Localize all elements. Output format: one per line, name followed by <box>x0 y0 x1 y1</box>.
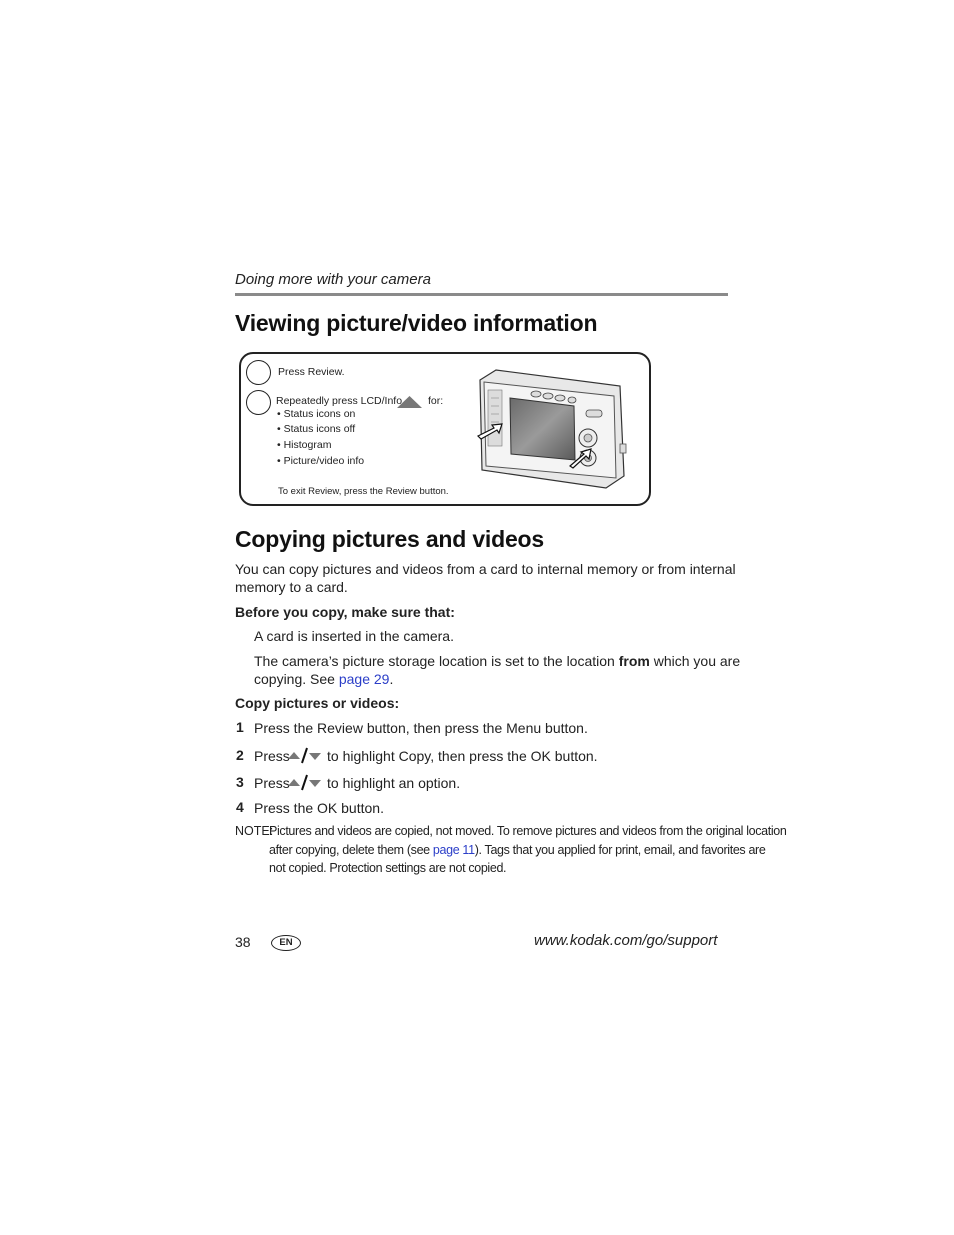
step-number: 2 <box>236 747 244 763</box>
camera-illustration <box>474 366 630 490</box>
note-line2: after copying, delete them (see page 11). Tags that you applied for print, email, and favorites are <box>269 843 766 857</box>
page-number: 38 <box>235 934 251 950</box>
step-number: 4 <box>236 799 244 815</box>
step-text: to highlight an option. <box>327 775 461 791</box>
requirement-2: The camera’s picture storage location is set to the location from which you are <box>254 653 741 669</box>
page-11-link[interactable]: page 11 <box>432 843 475 857</box>
callout-bullet: • Histogram <box>277 439 332 451</box>
section-title-viewing: Viewing picture/video information <box>235 310 598 336</box>
callout-step2-suffix: for: <box>428 395 444 407</box>
intro-line1: You can copy pictures and videos from a card to internal memory or from internal <box>235 561 736 577</box>
callout-bullet: • Picture/video info <box>277 455 365 467</box>
copy-heading: Copy pictures or videos: <box>235 695 400 711</box>
language-badge: EN <box>271 935 301 951</box>
note-line3: not copied. Protection settings are not copied. <box>269 861 507 875</box>
callout-step1: Press Review. <box>278 366 345 378</box>
step-text: Press the Review button, then press the Menu button. <box>254 720 588 736</box>
intro-line2: memory to a card. <box>235 579 348 595</box>
step-number: 3 <box>236 774 244 790</box>
step-press-label: Press <box>254 748 290 764</box>
lcd-info-up-icon <box>397 396 422 408</box>
step-marker-2 <box>246 390 271 415</box>
requirement-2-line2: copying. See page 29. <box>254 671 394 687</box>
step-press-label: Press <box>254 775 290 791</box>
section-title-copying: Copying pictures and videos <box>235 526 544 552</box>
header-rule <box>235 293 728 296</box>
callout-bullet: • Status icons off <box>277 423 356 435</box>
up-down-arrows-icon <box>288 774 322 792</box>
callout-exit-note: To exit Review, press the Review button. <box>278 486 449 497</box>
support-url[interactable]: www.kodak.com/go/support <box>534 932 718 949</box>
step-marker-1 <box>246 360 271 385</box>
requirement-1: A card is inserted in the camera. <box>254 628 454 644</box>
page-29-link[interactable]: page 29 <box>338 671 390 687</box>
note-label: NOTE: <box>235 824 274 838</box>
step-number: 1 <box>236 719 244 735</box>
callout-bullet: • Status icons on <box>277 408 356 420</box>
note-line1: Pictures and videos are copied, not moved. To remove pictures and videos from the original location <box>269 824 787 838</box>
step-text: Press the OK button. <box>254 800 384 816</box>
before-heading: Before you copy, make sure that: <box>235 604 455 620</box>
step-text: to highlight Copy, then press the OK button. <box>327 748 598 764</box>
up-down-arrows-icon <box>288 747 322 765</box>
callout-step2-prefix: Repeatedly press LCD/Info <box>276 395 403 407</box>
running-head: Doing more with your camera <box>235 271 431 288</box>
